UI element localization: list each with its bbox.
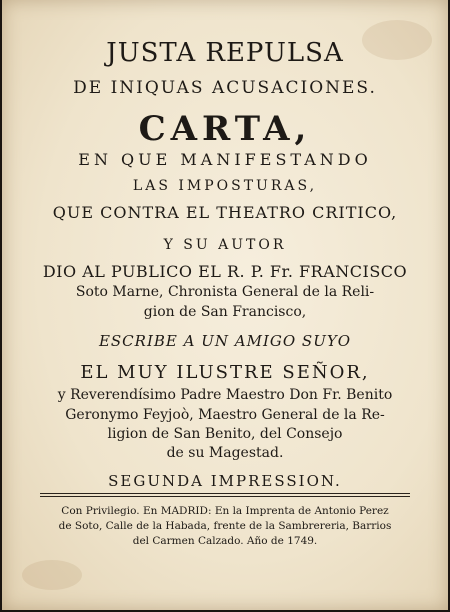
- edition-line: SEGUNDA IMPRESSION.: [108, 472, 342, 490]
- title-subline: DE INIQUAS ACUSACIONES.: [73, 78, 377, 98]
- title-line-7: Y SU AUTOR: [163, 237, 287, 253]
- carta-heading: CARTA,: [138, 109, 312, 149]
- imprint-line-3: del Carmen Calzado. Año de 1749.: [132, 535, 318, 547]
- title-line-6: QUE CONTRA EL THEATRO CRITICO,: [52, 203, 398, 222]
- title-line-9: Soto Marne, Chronista General de la Reli-: [75, 284, 375, 300]
- title-line-12: EL MUY ILUSTRE SEÑOR,: [80, 362, 370, 383]
- divider-rule-thin: [40, 496, 410, 497]
- stain: [22, 560, 82, 590]
- main-title: JUSTA REPULSA: [106, 38, 344, 68]
- title-line-15: ligion de San Benito, del Consejo: [107, 426, 343, 442]
- title-line-10: gion de San Francisco,: [143, 304, 307, 320]
- title-line-16: de su Magestad.: [166, 445, 284, 461]
- title-line-13: y Reverendísimo Padre Maestro Don Fr. Benito: [57, 387, 393, 403]
- imprint-line-2: de Soto, Calle de la Habada, frente de la Sambrereria, Barrios: [58, 520, 392, 532]
- title-page: [2, 0, 448, 610]
- title-line-11: ESCRIBE A UN AMIGO SUYO: [98, 332, 352, 350]
- title-line-8: DIO AL PUBLICO EL R. P. Fr. FRANCISCO: [42, 262, 408, 281]
- divider-rule: [40, 493, 410, 494]
- title-line-14: Geronymo Feyjoò, Maestro General de la Re-: [65, 407, 385, 423]
- imprint-line-1: Con Privilegio. En MADRID: En la Imprenta de Antonio Perez: [61, 505, 389, 517]
- title-line-4: EN QUE MANIFESTANDO: [78, 150, 372, 169]
- title-line-5: LAS IMPOSTURAS,: [132, 178, 318, 194]
